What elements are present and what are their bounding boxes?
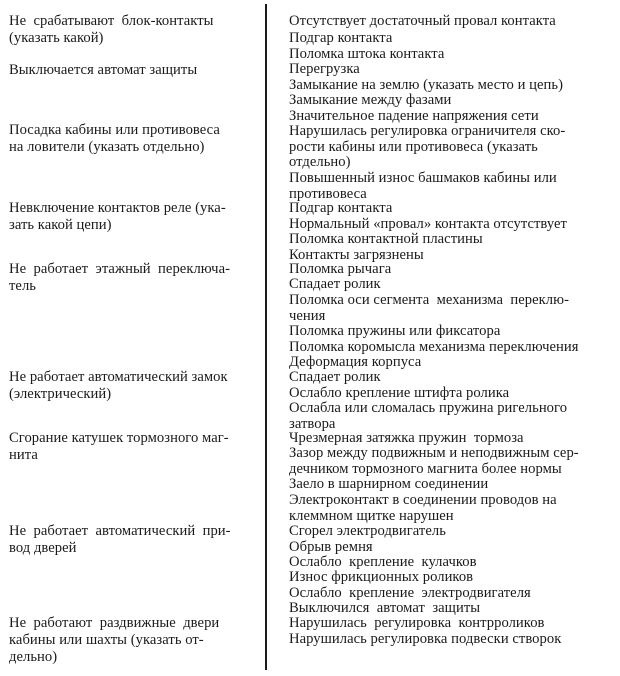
fault-item: Посадка кабины или противовеса на ловители (указать отдельно) xyxy=(9,122,220,155)
cause-item: Подгар контакта xyxy=(289,30,393,46)
cause-item: Поломка пружины или фиксатора xyxy=(289,323,501,339)
cause-item: Обрыв ремня xyxy=(289,539,373,555)
cause-item: Электроконтакт в соединении проводов на клеммном щитке нарушен xyxy=(289,492,557,524)
cause-item: Деформация корпуса xyxy=(289,354,422,370)
cause-item: Перегрузка xyxy=(289,61,360,77)
cause-item: Износ фрикционных роликов xyxy=(289,569,474,585)
fault-item: Не работают раздвижные двери кабины или шахты (указать от- дельно) xyxy=(9,615,220,665)
cause-item: Заело в шарнирном соединении xyxy=(289,476,489,492)
cause-item: Поломка контактной пластины xyxy=(289,231,483,247)
cause-item: Ослабло крепление штифта ролика xyxy=(289,385,510,401)
cause-item: Поломка рычага xyxy=(289,261,392,277)
cause-item: Значительное падение напряжения сети xyxy=(289,108,539,124)
cause-item: Чрезмерная затяжка пружин тормоза xyxy=(289,430,524,446)
cause-item: Спадает ролик xyxy=(289,276,381,292)
fault-item: Выключается автомат защиты xyxy=(9,62,198,78)
cause-item: Поломка оси сегмента механизма переклю- чения xyxy=(289,292,569,324)
cause-item: Сгорел электродвигатель xyxy=(289,523,446,539)
column-divider xyxy=(265,4,267,670)
cause-item: Зазор между подвижным и неподвижным сер- дечником тормозного магнита более нормы xyxy=(289,445,579,477)
cause-item: Замыкание на землю (указать место и цепь) xyxy=(289,77,564,93)
cause-item: Подгар контакта xyxy=(289,200,393,216)
cause-item: Выключился автомат защиты xyxy=(289,600,481,616)
cause-item: Повышенный износ башмаков кабины или противовеса xyxy=(289,170,557,202)
cause-item: Ослабла или сломалась пружина ригельного затвора xyxy=(289,400,568,432)
cause-item: Нормальный «провал» контакта отсутствует xyxy=(289,216,567,232)
fault-item: Не работает автоматический замок (электрический) xyxy=(9,369,228,402)
cause-item: Поломка штока контакта xyxy=(289,46,445,62)
cause-item: Контакты загрязнены xyxy=(289,247,424,263)
cause-item: Нарушилась регулировка ограничителя ско- рости кабины или противовеса (указать отдельно) xyxy=(289,123,566,171)
cause-item: Замыкание между фазами xyxy=(289,92,452,108)
fault-item: Не срабатывают блок-контакты (указать какой) xyxy=(9,13,214,46)
cause-item: Нарушилась регулировка контрроликов xyxy=(289,615,545,631)
fault-item: Сгорание катушек тормозного маг- нита xyxy=(9,430,229,463)
cause-item: Ослабло крепление кулачков xyxy=(289,554,477,570)
cause-item: Спадает ролик xyxy=(289,369,381,385)
fault-item: Не работает этажный переключа- тель xyxy=(9,261,231,294)
cause-item: Нарушилась регулировка подвески створок xyxy=(289,631,562,647)
cause-item: Ослабло крепление электродвигателя xyxy=(289,585,531,601)
fault-item: Невключение контактов реле (ука- зать какой цепи) xyxy=(9,200,226,233)
fault-item: Не работает автоматический при- вод дверей xyxy=(9,523,231,556)
cause-item: Поломка коромысла механизма переключения xyxy=(289,339,579,355)
cause-item: Отсутствует достаточный провал контакта xyxy=(289,13,556,29)
